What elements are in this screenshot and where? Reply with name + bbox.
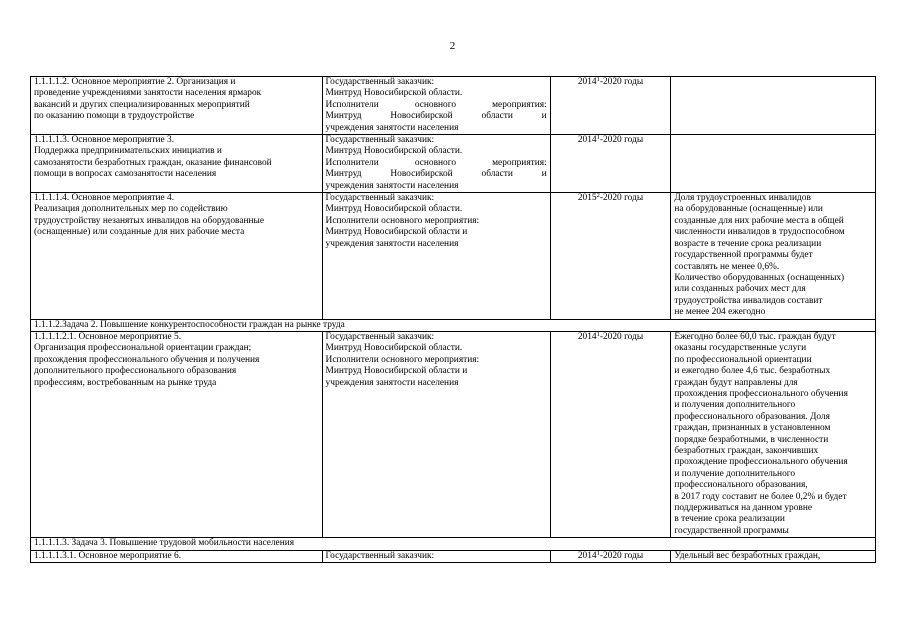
text-line: Минтруд Новосибирской области и (325, 366, 468, 377)
text-line: поддерживаться на данном уровне (674, 503, 813, 514)
measure-row (31, 193, 876, 319)
measure-name (31, 193, 323, 319)
program-measures-table (30, 76, 876, 563)
period-start: 2014 (577, 77, 597, 87)
text-line: Государственный заказчик: (325, 193, 435, 204)
measure-row (31, 77, 876, 135)
period-footnote: 1 (596, 550, 600, 557)
text-line: прохождение профессионального обучения (674, 457, 848, 468)
measure-row (31, 550, 876, 562)
text-line: Государственный заказчик: (325, 135, 435, 146)
text-line: учреждения занятости населения (325, 377, 459, 388)
text-line: профессиям, востребованным на рынке труда (34, 377, 217, 388)
text-line: численности инвалидов в трудоспособном (674, 227, 845, 238)
period-start: 2014 (577, 550, 597, 561)
task-text: 1.1.1.2.Задача 2. Повышение конкурентоспособности граждан на рынке труда (31, 319, 876, 331)
text-line: трудоустройству незанятых инвалидов на оборудованные (34, 215, 264, 226)
executor (322, 550, 550, 562)
text-line: государственной программы будет (674, 250, 813, 261)
text-line: возрасте в течение срока реализации (674, 238, 822, 249)
text-line: порядке безработными, в численности (674, 434, 829, 445)
text-line: оказаны государственные услуги (674, 343, 807, 354)
text-line: на оборудованные (оснащенные) или (674, 204, 823, 215)
period-footnote: 1 (596, 331, 600, 338)
expected-result (671, 135, 876, 193)
measure-row (31, 135, 876, 193)
period-end: -2020 годы (599, 77, 644, 87)
period (550, 331, 671, 537)
text-line: безработных граждан, закончивших (674, 446, 819, 456)
text-line: дополнительного профессионального образования (34, 366, 237, 377)
text-line: и получение дополнительного (674, 468, 796, 479)
period (550, 550, 671, 562)
expected-result (671, 193, 876, 319)
period (550, 135, 671, 193)
period-end: -2020 годы (599, 550, 644, 561)
measure-name (31, 77, 323, 135)
text-line: учреждения занятости населения (325, 238, 459, 249)
text-line: проведение учреждениями занятости населения ярмарок (34, 88, 262, 99)
text-line: и получения дополнительного (674, 400, 796, 411)
page-number: 2 (449, 40, 456, 52)
text-line: Государственный заказчик: (325, 77, 435, 87)
text-line: Государственный заказчик: (325, 331, 435, 342)
text-line: Доля трудоустроенных инвалидов (674, 193, 811, 204)
text-line: Организация профессиональной ориентации граждан; (34, 343, 252, 354)
text-line: помощи в вопросах самозанятости населения (34, 169, 217, 180)
text-line: 1.1.1.1.3.1. Основное мероприятие 6. (34, 550, 182, 561)
period-start: 2015 (577, 193, 597, 204)
period-end: -2020 годы (599, 331, 644, 342)
text-line: Поддержка предпринимательских инициатив и (34, 146, 222, 157)
task-row (31, 538, 876, 550)
period (550, 77, 671, 135)
text-line: 1.1.1.1.2.1. Основное мероприятие 5. (34, 331, 182, 342)
text-line: вакансий и других специализированных мероприятий (34, 99, 250, 110)
text-line: трудоустройства инвалидов составит (674, 295, 823, 306)
text-line: Минтруд Новосибирской области и (325, 169, 547, 180)
task-row (31, 319, 876, 331)
executor (322, 77, 550, 135)
text-line: Исполнители основного мероприятия: (325, 354, 480, 365)
text-line: граждан, признанных в установленном (674, 423, 831, 434)
executor (322, 135, 550, 193)
text-line: по профессиональной ориентации (674, 354, 812, 365)
expected-result (671, 331, 876, 537)
text-line: Ежегодно более 60,0 тыс. граждан будут (674, 331, 836, 342)
text-line: прохождения профессионального обучения и получения (34, 354, 260, 365)
period-end: -2020 годы (599, 135, 644, 146)
text-line: Минтруд Новосибирской области. (325, 88, 463, 99)
period-footnote: 1 (596, 134, 600, 142)
text-line: прохождения профессионального обучения (674, 388, 848, 399)
executor (322, 193, 550, 319)
period-footnote: 2 (596, 192, 600, 200)
text-line: Минтруд Новосибирской области и (325, 111, 547, 122)
text-line: 1.1.1.1.3. Основное мероприятие 3. (34, 135, 175, 146)
text-line: 1.1.1.1.4. Основное мероприятие 4. (34, 193, 175, 204)
text-line: (оснащенные) или созданные для них рабочие места (34, 227, 245, 238)
text-line: самозанятости безработных граждан, оказание финансовой (34, 157, 272, 168)
period-end: -2020 годы (599, 193, 644, 204)
text-line: Исполнители основного мероприятия: (325, 157, 547, 168)
measure-name (31, 135, 323, 193)
measure-name (31, 550, 323, 562)
text-line: Реализация дополнительных мер по содействию (34, 204, 228, 215)
text-line: в течение срока реализации (674, 514, 785, 525)
text-line: Государственный заказчик: (325, 550, 435, 561)
text-line: Удельный вес безработных граждан, (674, 550, 821, 561)
task-text: 1.1.1.1.3. Задача 3. Повышение трудовой мобильности населения (31, 538, 876, 550)
period-start: 2014 (577, 331, 597, 342)
text-line: государственной программы (674, 525, 789, 536)
expected-result (671, 77, 876, 135)
text-line: профессионального образования, (674, 480, 808, 491)
text-line: или созданных рабочих мест для (674, 284, 806, 295)
period (550, 193, 671, 319)
text-line: составлять не менее 0,6%. (674, 261, 780, 272)
text-line: по оказанию помощи в трудоустройстве (34, 111, 195, 122)
text-line: граждан будут направлены для (674, 377, 798, 388)
text-line: Минтруд Новосибирской области. (325, 146, 463, 157)
text-line: созданные для них рабочие места в общей (674, 215, 844, 226)
text-line: и ежегодно более 4,6 тыс. безработных (674, 366, 831, 377)
text-line: Минтруд Новосибирской области. (325, 343, 463, 354)
period-start: 2014 (577, 135, 597, 146)
text-line: Минтруд Новосибирской области и (325, 227, 468, 238)
text-line: учреждения занятости населения (325, 122, 459, 133)
table-body (31, 77, 876, 563)
text-line: 1.1.1.1.2. Основное мероприятие 2. Организация и (34, 77, 236, 87)
text-line: в 2017 году составит не более 0,2% и будет (674, 491, 847, 502)
text-line: Исполнители основного мероприятия: (325, 99, 547, 110)
text-line: Количество оборудованных (оснащенных) (674, 272, 845, 283)
measure-row (31, 331, 876, 537)
text-line: Минтруд Новосибирской области. (325, 204, 463, 215)
text-line: не менее 204 ежегодно (674, 307, 766, 318)
text-line: Исполнители основного мероприятия: (325, 215, 480, 226)
text-line: учреждения занятости населения (325, 180, 459, 191)
text-line: профессионального образования. Доля (674, 411, 830, 422)
measure-name (31, 331, 323, 537)
executor (322, 331, 550, 537)
expected-result (671, 550, 876, 562)
period-footnote: 1 (596, 76, 600, 83)
